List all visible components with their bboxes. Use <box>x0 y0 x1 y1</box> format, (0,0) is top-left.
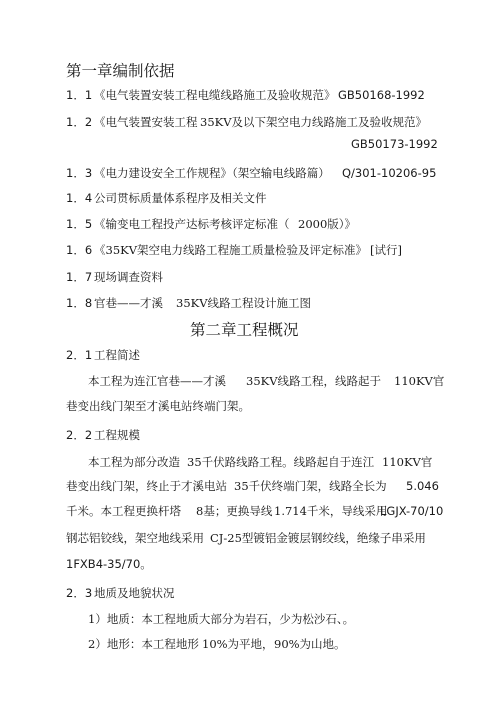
item-number: 1．3 <box>66 166 93 180</box>
text-segment: 千米。本工程更换杆塔 <box>66 504 181 518</box>
item-text: 官巷——才溪 <box>94 296 163 310</box>
text-segment: CJ-25型镀铝金镀层钢绞线，绝缘子串采用 <box>210 531 426 545</box>
section-number: 2．2 <box>66 428 93 442</box>
item-text: 《电力建设安全工作规程》（架空输电线路篇） <box>94 166 330 180</box>
paragraph-line: 1FXB4-35/70。 <box>66 557 152 571</box>
item-text-cont: 2000版）》 <box>298 217 357 231</box>
text-segment: 本工程为部分改造 <box>88 455 180 469</box>
chapter-1-title: 第一章编制依据 <box>66 62 175 80</box>
text-segment: 8基；更换导线 <box>196 504 273 518</box>
section-title: 工程规模 <box>94 428 140 442</box>
item-number: 1．4 <box>66 191 93 205</box>
item-number: 1．7 <box>66 270 93 284</box>
paragraph-line: 巷变出线门架至才溪电站终端门架。 <box>66 399 250 413</box>
standard-code: [试行] <box>370 243 402 257</box>
item-number: 1．8 <box>66 296 93 310</box>
item-number: 1．6 <box>66 243 93 257</box>
standard-code: GB50173-1992 <box>351 137 438 151</box>
text-segment: 110KV官 <box>394 374 445 388</box>
text-segment: 1.714千米，导线采用 <box>274 504 388 518</box>
text-segment: 35KV线路工程，线路起于 <box>246 374 382 388</box>
paragraph-line: 1）地质：本工程地质大部分为岩石，少为松沙石、。 <box>88 612 355 626</box>
text-segment: LGJX-70/10 <box>380 504 444 518</box>
text-segment: 5.046 <box>406 479 439 493</box>
item-text: 《电气装置安装工程 <box>94 115 198 129</box>
text-segment: 10%为平地， <box>202 637 274 651</box>
section-title: 地质及地貌状况 <box>94 586 175 600</box>
text-segment: 35千伏路线路工程。线路起自于连江 <box>187 455 375 469</box>
standard-code: Q/301-10206-95 <box>342 166 437 180</box>
text-segment: 本工程为连江官巷——才溪 <box>88 374 226 388</box>
standard-code: GB50168-1992 <box>338 88 425 102</box>
text-segment: 35千伏终端门架，线路全长为 <box>234 479 387 493</box>
text-segment: 巷变出线门架，终止于才溪电站 <box>66 479 227 493</box>
text-segment: 110KV官 <box>382 455 433 469</box>
section-number: 2．1 <box>66 348 93 362</box>
item-text-cont: 35KV及以下架空电力线路施工及验收规范》 <box>200 115 428 129</box>
item-text: 公司贯标质量体系程序及相关文件 <box>94 191 267 205</box>
chapter-2-title: 第二章工程概况 <box>190 321 299 339</box>
text-segment: 2）地形：本工程地形 <box>88 637 199 651</box>
item-text: 《电气装置安装工程电缆线路施工及验收规范》 <box>94 88 336 102</box>
item-text: 《35KV架空电力线路工程施工质量检验及评定标准》 <box>94 243 368 257</box>
item-text: 《输变电工程投产达标考核评定标准（ <box>94 217 290 231</box>
text-segment: 90%为山地。 <box>274 637 346 651</box>
item-text-cont: 35KV线路工程设计施工图 <box>176 296 312 310</box>
section-number: 2．3 <box>66 586 93 600</box>
item-text: 现场调查资料 <box>94 270 163 284</box>
section-title: 工程简述 <box>94 348 140 362</box>
text-segment: 钢芯铝铰线，架空地线采用 <box>66 531 204 545</box>
item-number: 1．2 <box>66 115 93 129</box>
item-number: 1．1 <box>66 88 93 102</box>
item-number: 1．5 <box>66 217 93 231</box>
